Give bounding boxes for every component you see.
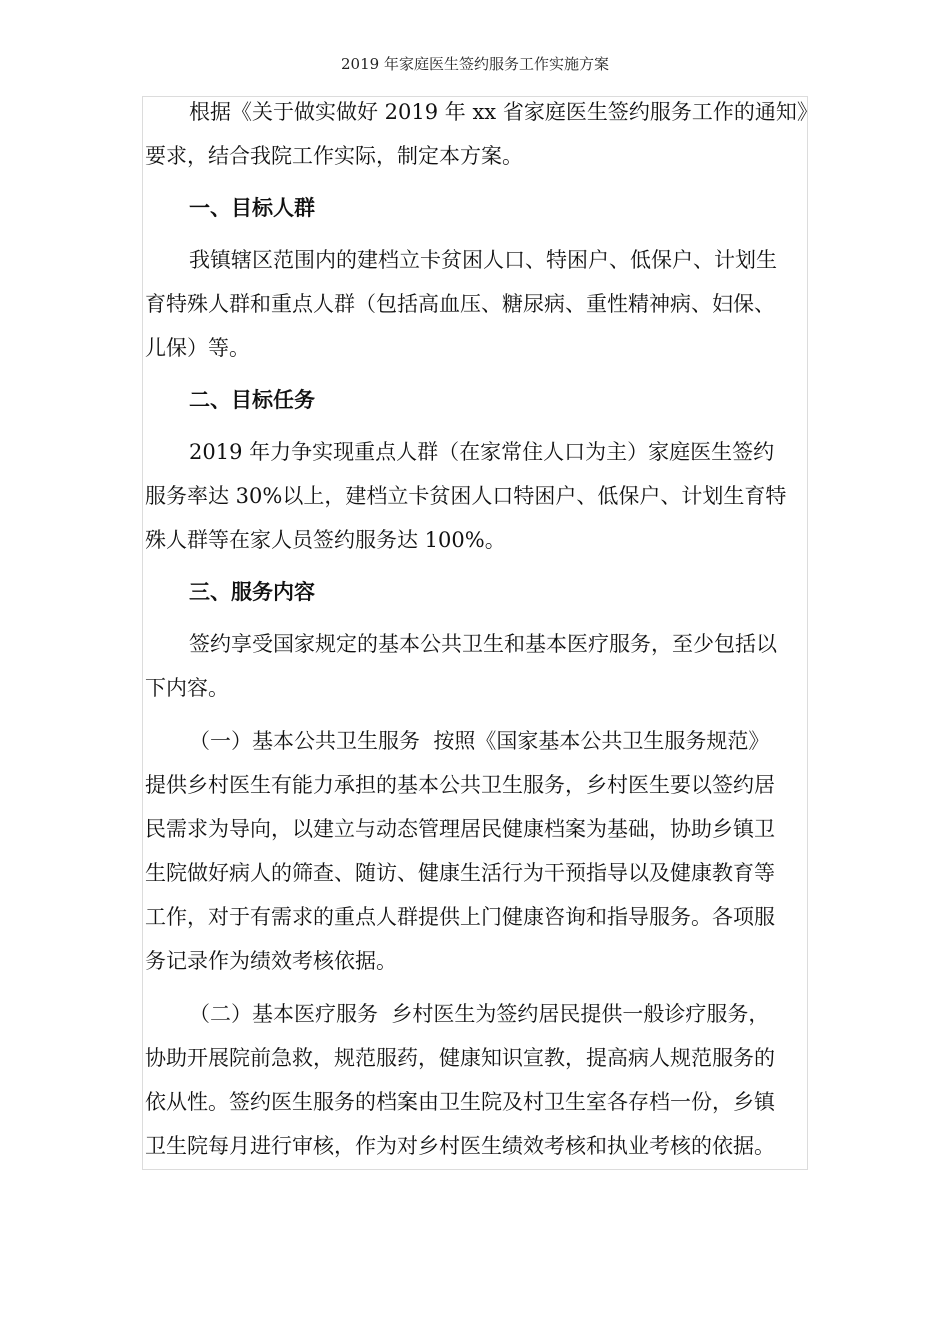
- item1-line-3: 民需求为导向，以建立与动态管理居民健康档案为基础，协助乡镇卫: [145, 817, 775, 841]
- section2-line-1: 2019 年力争实现重点人群（在家常住人口为主）家庭医生签约: [189, 440, 775, 464]
- item1-line-6: 务记录作为绩效考核依据。: [145, 949, 397, 973]
- section2-line-3: 殊人群等在家人员签约服务达 100%。: [145, 528, 506, 552]
- item2-line-1: （二）基本医疗服务 乡村医生为签约居民提供一般诊疗服务，: [189, 1002, 770, 1026]
- document-body: [145, 90, 823, 1168]
- section3-heading: 三、服务内容: [189, 579, 315, 604]
- section3-line-1: 签约享受国家规定的基本公共卫生和基本医疗服务，至少包括以: [189, 632, 777, 656]
- item1-line-5: 工作，对于有需求的重点人群提供上门健康咨询和指导服务。各项服: [145, 905, 775, 929]
- item2-line-3: 依从性。签约医生服务的档案由卫生院及村卫生室各存档一份，乡镇: [145, 1090, 775, 1114]
- item2-line-2: 协助开展院前急救，规范服药，健康知识宣教，提高病人规范服务的: [145, 1046, 775, 1070]
- section1-heading: 一、目标人群: [189, 195, 315, 220]
- section1-line-3: 儿保）等。: [145, 336, 250, 360]
- section3-line-2: 下内容。: [145, 676, 229, 700]
- item2-line-4: 卫生院每月进行审核，作为对乡村医生绩效考核和执业考核的依据。: [145, 1134, 775, 1158]
- section2-line-2: 服务率达 30%以上，建档立卡贫困人口特困户、低保户、计划生育特: [145, 484, 787, 508]
- item1-line-1: （一）基本公共卫生服务 按照《国家基本公共卫生服务规范》: [189, 729, 770, 753]
- section1-line-2: 育特殊人群和重点人群（包括高血压、糖尿病、重性精神病、妇保、: [145, 292, 775, 316]
- running-header: 2019 年家庭医生签约服务工作实施方案: [341, 55, 609, 73]
- item1-line-2: 提供乡村医生有能力承担的基本公共卫生服务，乡村医生要以签约居: [145, 773, 775, 797]
- intro-line-1: 根据《关于做实做好 2019 年 xx 省家庭医生签约服务工作的通知》: [189, 100, 818, 124]
- section2-heading: 二、目标任务: [189, 387, 315, 412]
- intro-line-2: 要求，结合我院工作实际，制定本方案。: [145, 144, 523, 168]
- section1-line-1: 我镇辖区范围内的建档立卡贫困人口、特困户、低保户、计划生: [189, 248, 777, 272]
- item1-line-4: 生院做好病人的筛查、随访、健康生活行为干预指导以及健康教育等: [145, 861, 775, 885]
